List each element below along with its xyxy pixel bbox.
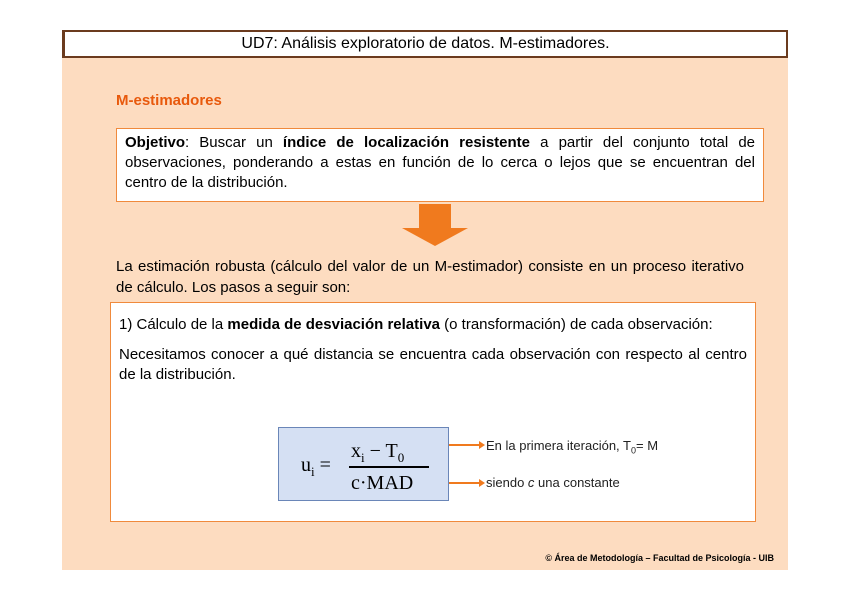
- slide-title: [62, 30, 788, 58]
- note-constant: [486, 475, 620, 490]
- section-heading: M-estimadores: [116, 92, 222, 109]
- formula-minus: − T: [364, 440, 398, 462]
- note2-var: c: [527, 475, 535, 490]
- objective-bold: índice de localización resistente: [282, 134, 531, 151]
- note1-text: En la primera iteración, T: [486, 438, 631, 453]
- formula-numerator: [351, 440, 404, 466]
- footer-credit: © Área de Metodología – Facultad de Psicología - UIB: [545, 553, 774, 563]
- formula-lhs-var: u: [301, 454, 311, 476]
- step-1-prefix: 1) Cálculo de la: [119, 316, 228, 333]
- objective-box: [116, 128, 764, 202]
- step-1-bold: medida de desviación relativa: [227, 316, 440, 333]
- note2-pre: siendo: [486, 475, 528, 490]
- arrow-right-icon: [449, 478, 485, 488]
- step-1: [119, 315, 747, 335]
- formula-num-sub: i: [361, 450, 365, 465]
- note-first-iteration: [486, 438, 658, 456]
- objective-text-2: a partir del conjunto total de observaciones, ponderando a estas en función de lo cerca o lejos que se encuentran del centro de la distribución.: [125, 134, 755, 191]
- intro-paragraph: La estimación robusta (cálculo del valor de un M-estimador) consiste en un proceso iterativo de cálculo. Los pasos a seguir son:: [116, 258, 744, 296]
- title-text: UD7: Análisis exploratorio de datos. M-estimadores.: [241, 35, 610, 52]
- objective-label: Objetivo: [125, 134, 186, 151]
- formula-denominator: c·MAD: [351, 472, 414, 494]
- arrow-right-icon: [449, 440, 485, 450]
- formula-box: [278, 427, 449, 501]
- formula-lhs: [301, 454, 331, 480]
- note2-post: una constante: [534, 475, 620, 490]
- fraction-bar: [349, 466, 429, 468]
- formula-num-sub2: 0: [397, 450, 405, 465]
- formula-lhs-sub: i: [311, 464, 315, 479]
- formula-num-var: x: [351, 440, 361, 462]
- down-arrow-icon: [402, 204, 468, 246]
- note1-sub: 0: [631, 445, 637, 456]
- formula-eq: =: [319, 454, 331, 476]
- step-1-detail: Necesitamos conocer a qué distancia se encuentra cada observación con respecto al centro de la distribución.: [119, 346, 747, 383]
- step-1-suffix: (o transformación) de cada observación:: [440, 316, 713, 333]
- note1-tail: = M: [636, 438, 659, 453]
- objective-text-1: : Buscar un: [185, 134, 283, 151]
